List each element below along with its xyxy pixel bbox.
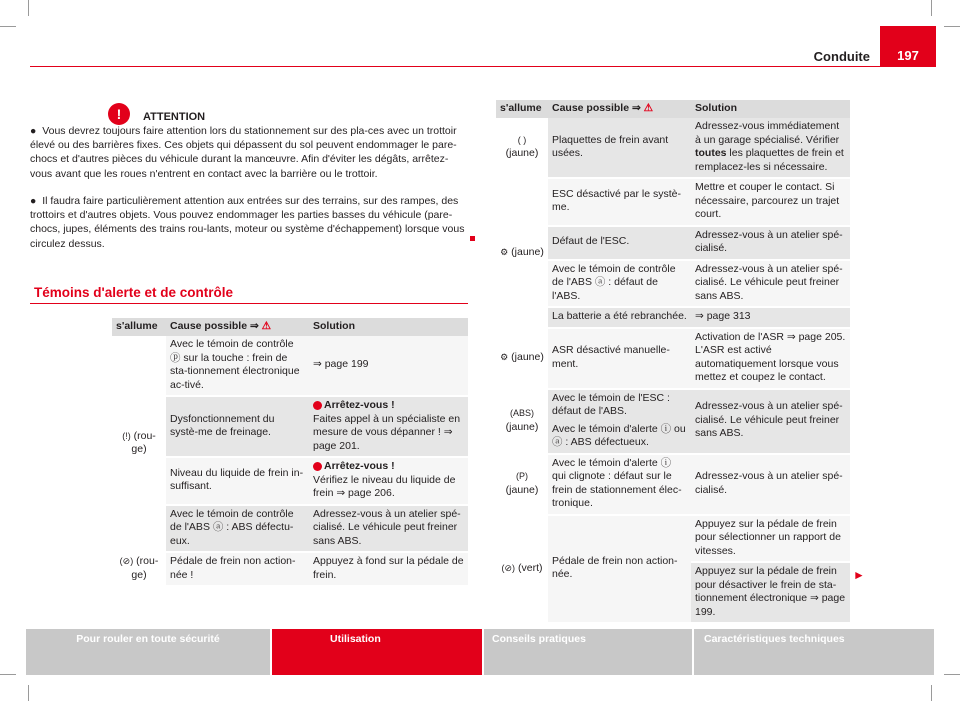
solution-cell: Activation de l'ASR ⇒ page 205. L'ASR est activé automatiquement lorsque vous mettez et coupez le contact.	[691, 328, 850, 389]
brake-pedal-icon: (⊘)	[501, 562, 516, 573]
crop-mark	[28, 685, 29, 701]
solution-cell: ⇒ page 199	[309, 336, 468, 396]
asr-icon: ⚙	[500, 351, 509, 362]
attention-bullet-1	[30, 124, 470, 181]
col-header-solution: Solution	[309, 318, 468, 336]
warning-icon: !	[108, 103, 130, 125]
light-asr	[496, 328, 548, 389]
light-color-label: (jaune)	[505, 483, 539, 496]
solution-cell: Adressez-vous à un atelier spé-cialisé. Le véhicule peut freiner sans ABS.	[691, 389, 850, 454]
crop-mark	[28, 0, 29, 16]
stop-label: Arrêtez-vous !	[324, 399, 395, 411]
esc-icon: ⚙	[500, 246, 509, 257]
solution-cell: Appuyez à fond sur la pédale de frein.	[309, 552, 468, 586]
attention-text-1: Vous devrez toujours faire attention lors du stationnement sur des pla-ces avec un trottoir élevé ou des barrières fixes. Ces objets qui dépassent du sol peuvent endommager le pare-chocs et d'autres pièces du véhicule durant la manœuvre. Afin d'éviter les dégâts, arrêtez-vous avant que les roues n'entrent en contact avec la barrière ou le trottoir.	[30, 125, 457, 180]
brake-pads-icon: ( )	[517, 134, 527, 145]
cause-text: Avec le témoin d'alerte ⓘ ou ⓐ : ABS défectueux.	[552, 422, 686, 448]
attention-text-2: Il faudra faire particulièrement attention aux entrées sur des terrains, sur des rampes, des trottoirs et d'autres objets. Vous pouvez endommager les parties basses du véhicule (pare-chocs, jupes, éléments des trains rou-lants, moteur ou système d'échappement) lorsque vous circulez dessus.	[30, 195, 465, 250]
col-header-cause-label: Cause possible ⇒	[552, 102, 644, 115]
light-brake-pedal-green	[496, 515, 548, 624]
cause-cell	[548, 389, 691, 454]
cause-cell: Niveau du liquide de frein in-suffisant.	[166, 457, 309, 505]
light-color-label: (jaune)	[511, 350, 544, 363]
solution-cell: Adressez-vous à un atelier spé-cialisé. Le véhicule peut freiner sans ABS.	[691, 260, 850, 308]
light-brake-pads	[496, 118, 548, 178]
running-header: Conduite	[813, 49, 870, 64]
light-brake-pedal-red	[112, 552, 166, 586]
warning-lights-table-left	[112, 318, 468, 587]
crop-mark	[0, 674, 16, 675]
crop-mark	[931, 685, 932, 701]
footer-tab-caracteristiques[interactable]	[694, 629, 934, 675]
solution-cell: Appuyez sur la pédale de frein pour sélectionner un rapport de vitesses.	[691, 515, 850, 563]
cause-cell: Avec le témoin de contrôle de l'ABS ⓐ : défaut de l'ABS.	[548, 260, 691, 308]
cause-cell: Défaut de l'ESC.	[548, 226, 691, 260]
light-abs	[496, 389, 548, 454]
header-rule	[30, 66, 930, 67]
stop-icon	[313, 462, 322, 471]
bullet-icon: ●	[30, 125, 37, 137]
bullet-icon: ●	[30, 195, 37, 207]
brake-pedal-icon: (⊘)	[119, 556, 134, 566]
col-header-light: s'allume	[112, 318, 166, 336]
stop-icon	[313, 401, 322, 410]
solution-cell	[309, 457, 468, 505]
solution-text: Faites appel à un spécialiste en mesure de vous dépanner ! ⇒ page 201.	[313, 412, 461, 452]
cause-cell: Avec le témoin de contrôle ⓟ sur la touche : frein de sta-tionnement électronique ac-tivé.	[166, 336, 309, 396]
warning-triangle-icon: ⚠	[261, 320, 272, 333]
light-parking-brake-yellow	[496, 454, 548, 515]
crop-mark	[931, 0, 932, 16]
warning-triangle-icon: ⚠	[643, 102, 654, 115]
footer-tab-label: Utilisation	[330, 633, 381, 645]
crop-mark	[0, 26, 16, 27]
col-header-cause	[166, 318, 309, 336]
col-header-cause	[548, 100, 691, 118]
continue-arrow-icon: ►	[853, 568, 865, 582]
cause-cell: Plaquettes de frein avant usées.	[548, 118, 691, 178]
solution-cell: Mettre et couper le contact. Si nécessaire, parcourez un trajet court.	[691, 178, 850, 226]
cause-cell: ESC désactivé par le systè-me.	[548, 178, 691, 226]
light-color-label: (rou-ge)	[131, 555, 159, 581]
crop-mark	[944, 26, 960, 27]
light-color-label: (jaune)	[505, 420, 539, 433]
solution-cell	[309, 396, 468, 457]
section-rule	[30, 303, 468, 304]
cause-cell: ASR désactivé manuelle-ment.	[548, 328, 691, 389]
light-color-label: (jaune)	[505, 147, 539, 159]
cause-cell: Pédale de frein non action-née !	[166, 552, 309, 586]
footer-tab-label: Pour rouler en toute sécurité	[76, 633, 220, 645]
col-header-light: s'allume	[496, 100, 548, 118]
footer-tab-label: Conseils pratiques	[492, 633, 586, 645]
solution-text: Adressez-vous immédiatement à un garage spécialisé. Vérifier	[695, 120, 840, 146]
light-brake-red	[112, 336, 166, 552]
solution-cell: Adressez-vous à un atelier spé-cialisé.	[691, 454, 850, 515]
light-color-label: (rou-ge)	[131, 429, 156, 455]
attention-bullet-2	[30, 194, 470, 251]
light-esc	[496, 178, 548, 328]
cause-cell: Pédale de frein non action-née.	[548, 515, 691, 624]
solution-cell: Adressez-vous à un atelier spé-cialisé.	[691, 226, 850, 260]
cause-cell: Dysfonctionnement du systè-me de freinage.	[166, 396, 309, 457]
solution-text: les plaquettes de frein et remplacez-les si nécessaire.	[695, 147, 844, 173]
solution-cell: ⇒ page 313	[691, 307, 850, 328]
light-color-label: (vert)	[517, 561, 543, 574]
solution-bold: toutes	[695, 147, 727, 159]
abs-icon: (ABS)	[509, 408, 534, 418]
section-end-mark	[470, 236, 475, 241]
brake-warning-icon: (!)	[122, 430, 131, 441]
crop-mark	[944, 674, 960, 675]
warning-lights-table-right	[496, 100, 850, 624]
solution-cell	[691, 118, 850, 178]
cause-cell: Avec le témoin de contrôle de l'ABS ⓐ : ABS défectu-eux.	[166, 505, 309, 553]
cause-text: Avec le témoin de l'ESC : défaut de l'ABS.	[552, 391, 670, 417]
col-header-solution: Solution	[691, 100, 850, 118]
col-header-cause-label: Cause possible ⇒	[170, 320, 262, 333]
footer-tab-label: Caractéristiques techniques	[704, 633, 845, 645]
cause-cell: La batterie a été rebranchée.	[548, 307, 691, 328]
stop-label: Arrêtez-vous !	[324, 460, 395, 472]
solution-cell: Adressez-vous à un atelier spé-cialisé. Le véhicule peut freiner sans ABS.	[309, 505, 468, 553]
page-number-box	[880, 26, 936, 67]
attention-title: ATTENTION	[143, 111, 206, 123]
solution-text: Vérifiez le niveau du liquide de frein ⇒ page 206.	[313, 473, 456, 499]
footer-tab-conseils[interactable]	[484, 629, 692, 675]
solution-cell: Appuyez sur la pédale de frein pour désactiver le frein de sta-tionnement électronique ⇒ page 199.	[691, 562, 850, 623]
footer-tab-safety[interactable]	[26, 629, 270, 675]
cause-cell: Avec le témoin d'alerte ⓘ qui clignote : défaut sur le frein de stationnement élec-tronique.	[548, 454, 691, 515]
section-title: Témoins d'alerte et de contrôle	[34, 285, 234, 300]
page-number: 197	[897, 48, 919, 63]
light-color-label: (jaune)	[511, 245, 544, 258]
footer-tab-utilisation[interactable]	[272, 629, 482, 675]
parking-brake-icon: (P)	[516, 471, 528, 481]
